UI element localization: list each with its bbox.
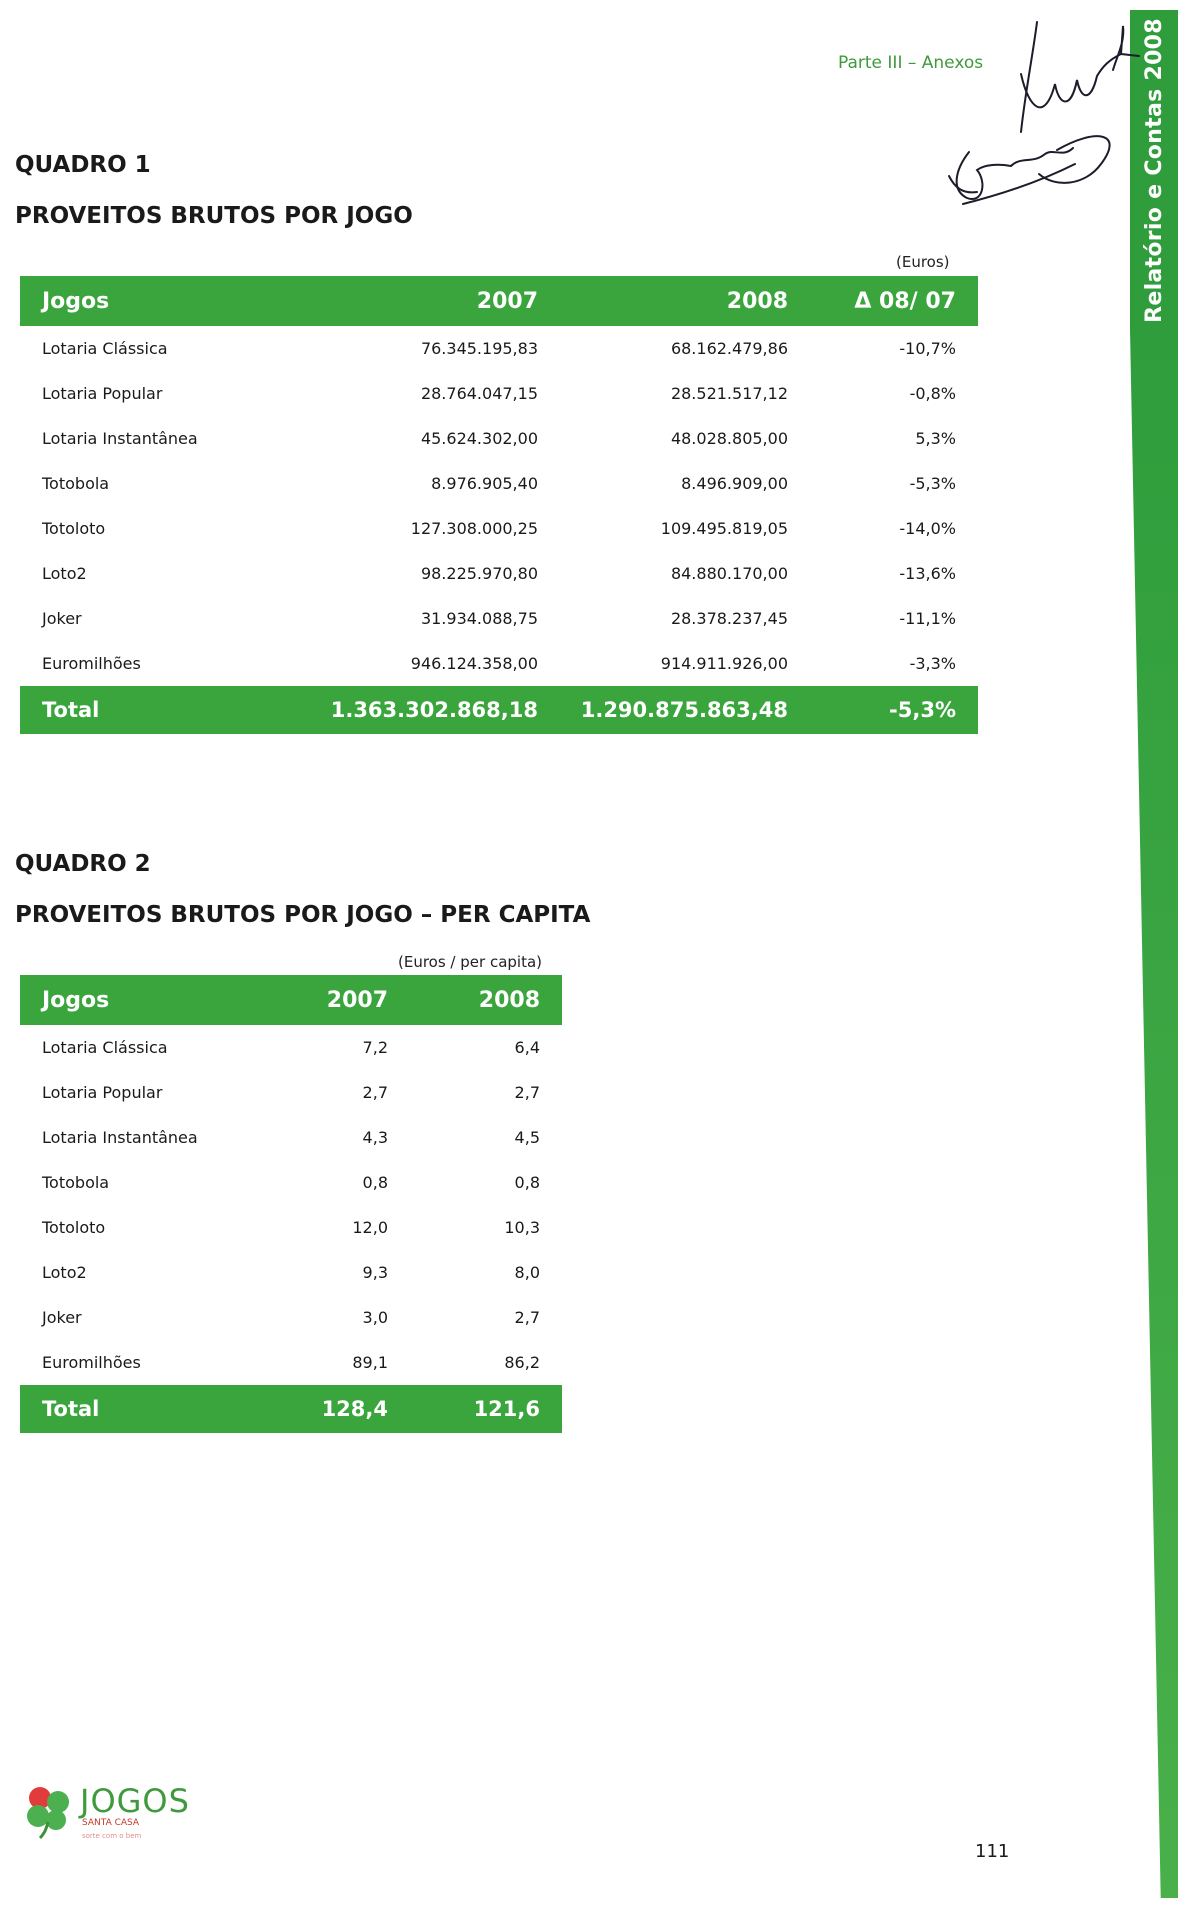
table-header-row	[20, 276, 978, 326]
total-delta: -5,3%	[810, 686, 978, 734]
total-2008: 1.290.875.863,48	[560, 686, 810, 734]
clover-logo-icon	[22, 1782, 78, 1840]
cell-jogo: Euromilhões	[42, 1353, 141, 1372]
table-total-row	[20, 1385, 562, 1433]
cell-2008: 28.521.517,12	[670, 384, 788, 403]
cell-2008: 0,8	[514, 1173, 540, 1192]
section-header: Parte III – Anexos	[838, 53, 984, 73]
cell-2007: 76.345.195,83	[420, 339, 538, 358]
table-row	[20, 1340, 562, 1385]
quadro2-subtitle: PROVEITOS BRUTOS POR JOGO – PER CAPITA	[15, 902, 591, 928]
table-header-row	[20, 975, 562, 1025]
table-row	[20, 416, 978, 461]
column-header: 2007	[278, 276, 560, 326]
cell-delta: -11,1%	[899, 609, 956, 628]
table-row	[20, 371, 978, 416]
cell-2007: 28.764.047,15	[420, 384, 538, 403]
quadro1-subtitle: PROVEITOS BRUTOS POR JOGO	[15, 203, 413, 229]
cell-jogo: Lotaria Popular	[42, 1083, 163, 1102]
table-row	[20, 1115, 562, 1160]
cell-delta: -10,7%	[899, 339, 956, 358]
cell-jogo: Lotaria Clássica	[42, 339, 168, 358]
table-row	[20, 1070, 562, 1115]
cell-jogo: Totobola	[42, 474, 110, 493]
cell-2007: 9,3	[362, 1263, 388, 1282]
quadro1-table	[20, 276, 978, 734]
cell-2007: 31.934.088,75	[420, 609, 538, 628]
table-row	[20, 1025, 562, 1070]
cell-2007: 127.308.000,25	[410, 519, 538, 538]
cell-2007: 3,0	[362, 1308, 388, 1327]
cell-2008: 84.880.170,00	[670, 564, 788, 583]
table-row	[20, 551, 978, 596]
total-2008: 121,6	[410, 1385, 562, 1433]
cell-2008: 914.911.926,00	[660, 654, 788, 673]
cell-2007: 4,3	[362, 1128, 388, 1147]
cell-2007: 2,7	[362, 1083, 388, 1102]
cell-jogo: Loto2	[42, 1263, 87, 1282]
cell-2007: 0,8	[362, 1173, 388, 1192]
cell-delta: -5,3%	[909, 474, 956, 493]
table-row	[20, 506, 978, 551]
quadro1-title: QUADRO 1	[15, 152, 151, 178]
cell-2008: 28.378.237,45	[670, 609, 788, 628]
cell-2007: 946.124.358,00	[410, 654, 538, 673]
cell-2008: 8.496.909,00	[681, 474, 788, 493]
table-row	[20, 596, 978, 641]
cell-2008: 48.028.805,00	[670, 429, 788, 448]
quadro2-title: QUADRO 2	[15, 851, 151, 877]
quadro2-unit: (Euros / per capita)	[398, 953, 542, 971]
cell-delta: 5,3%	[915, 429, 956, 448]
cell-2007: 12,0	[352, 1218, 388, 1237]
cell-delta: -0,8%	[909, 384, 956, 403]
table-row	[20, 326, 978, 371]
cell-2008: 2,7	[514, 1083, 540, 1102]
cell-jogo: Totoloto	[42, 1218, 106, 1237]
cell-2007: 89,1	[352, 1353, 388, 1372]
cell-2007: 7,2	[362, 1038, 388, 1057]
cell-jogo: Totoloto	[42, 519, 106, 538]
side-band-wedge	[1130, 330, 1178, 1898]
column-header: Jogos	[20, 975, 260, 1025]
total-2007: 128,4	[260, 1385, 410, 1433]
cell-jogo: Joker	[42, 609, 82, 628]
cell-2008: 4,5	[514, 1128, 540, 1147]
table-row	[20, 1250, 562, 1295]
cell-delta: -3,3%	[909, 654, 956, 673]
table-row	[20, 1295, 562, 1340]
total-label: Total	[20, 1385, 260, 1433]
logo-text: JOGOS	[80, 1782, 190, 1820]
logo-subtext: SANTA CASA	[82, 1818, 140, 1828]
cell-delta: -14,0%	[899, 519, 956, 538]
cell-jogo: Lotaria Clássica	[42, 1038, 168, 1057]
signature-icon	[925, 14, 1145, 224]
cell-2008: 68.162.479,86	[670, 339, 788, 358]
cell-2008: 86,2	[504, 1353, 540, 1372]
cell-2008: 10,3	[504, 1218, 540, 1237]
cell-2007: 45.624.302,00	[420, 429, 538, 448]
column-header: 2008	[560, 276, 810, 326]
cell-2007: 8.976.905,40	[431, 474, 538, 493]
side-label: Relatório e Contas 2008	[1141, 17, 1167, 323]
cell-2008: 8,0	[514, 1263, 540, 1282]
column-header: 2007	[260, 975, 410, 1025]
cell-2008: 6,4	[514, 1038, 540, 1057]
column-header: Δ 08/ 07	[810, 276, 978, 326]
page-number: 111	[975, 1841, 1010, 1862]
table-row	[20, 1160, 562, 1205]
total-2007: 1.363.302.868,18	[278, 686, 560, 734]
table-row	[20, 461, 978, 506]
cell-jogo: Euromilhões	[42, 654, 141, 673]
cell-jogo: Totobola	[42, 1173, 110, 1192]
cell-delta: -13,6%	[899, 564, 956, 583]
quadro1-unit: (Euros)	[896, 253, 950, 271]
cell-2007: 98.225.970,80	[420, 564, 538, 583]
cell-jogo: Lotaria Instantânea	[42, 1128, 198, 1147]
column-header: Jogos	[20, 276, 278, 326]
table-row	[20, 641, 978, 686]
cell-2008: 2,7	[514, 1308, 540, 1327]
table-total-row	[20, 686, 978, 734]
cell-jogo: Joker	[42, 1308, 82, 1327]
cell-jogo: Lotaria Popular	[42, 384, 163, 403]
total-label: Total	[20, 686, 278, 734]
quadro2-table	[20, 975, 562, 1433]
cell-jogo: Lotaria Instantânea	[42, 429, 198, 448]
column-header: 2008	[410, 975, 562, 1025]
cell-2008: 109.495.819,05	[660, 519, 788, 538]
table-row	[20, 1205, 562, 1250]
cell-jogo: Loto2	[42, 564, 87, 583]
logo-tagline: sorte com o bem	[82, 1832, 142, 1840]
